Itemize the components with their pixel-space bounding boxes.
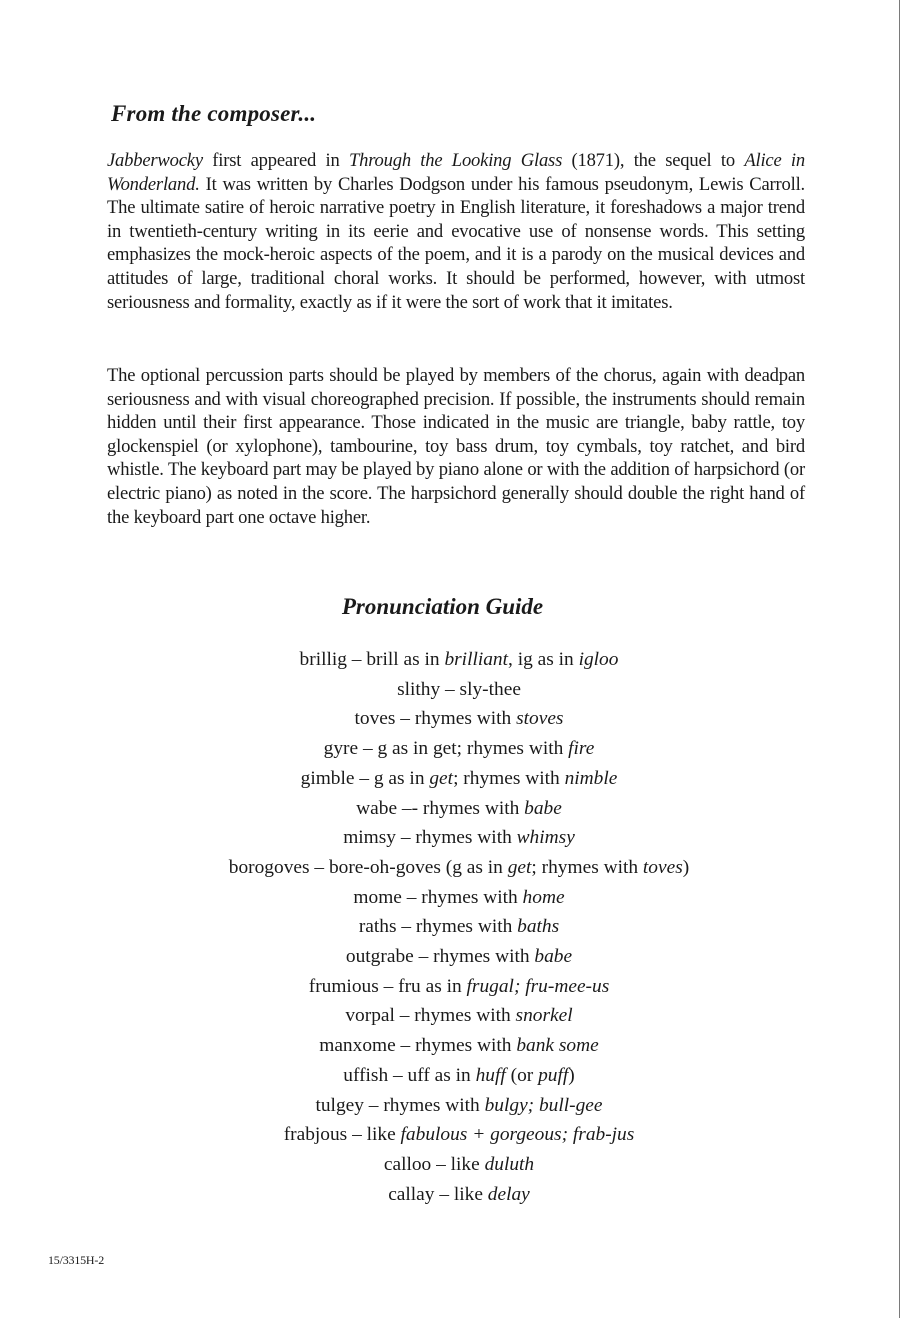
pronunciation-entry [0,1061,900,1091]
pronunciation-entry [0,1180,900,1210]
italic-text: nimble [564,767,618,789]
italic-text: stoves [516,708,564,730]
text-run: ; rhymes with [531,856,643,878]
italic-text: get [429,767,454,789]
text-run: , ig as in [508,649,579,670]
text-run: mimsy – rhymes with [343,827,517,849]
pronunciation-entry [0,794,900,824]
italic-text: brilliant [444,649,509,670]
text-run: vorpal – rhymes with [345,1005,516,1027]
text-run: uffish – uff as in [343,1064,476,1086]
italic-text: whimsy [516,827,575,849]
pronunciation-entry [0,883,900,913]
text-run: manxome – rhymes with [319,1035,517,1057]
pronunciation-entry [0,764,900,794]
text-run: frabjous – like [283,1124,401,1146]
pronunciation-list [0,645,900,1209]
pronunciation-entry [0,645,900,675]
italic-text: fabulous + gorgeous; frab-jus [400,1124,635,1146]
text-run: frumious – fru as in [308,975,467,997]
italic-text: puff [538,1064,569,1086]
pronunciation-entry [0,1001,900,1031]
pronunciation-entry [0,942,900,972]
text-run: callay – like [388,1183,488,1205]
italic-text: babe [534,946,573,968]
percussion-paragraph: The optional percussion parts should be played by members of the chorus, again with deadpan seriousness and with visual choreographed precision. If possible, the instruments should remain hidden until their first appearance. Those indicated in the music are triangle, baby rattle, toy glockenspiel (or xylophone), tambourine, toy bass drum, toy cymbals, toy ratchet, and bird whistle. The keyboard part may be played by piano alone or with the addition of harpsichord (or electric piano) as noted in the score. The harpsichord generally should double the right hand of the keyboard part one octave higher. [107,365,805,528]
text-run: (1871), the sequel to [562,150,745,171]
pronunciation-entry [0,1031,900,1061]
pronunciation-entry [0,1150,900,1180]
italic-text: Alice in Wonderland. [107,150,805,195]
pronunciation-entry [0,675,900,705]
page-code: 15/3315H-2 [48,1253,104,1267]
italic-text: baths [517,916,560,938]
text-run: brillig – brill as in [299,649,445,670]
text-run: raths – rhymes with [358,916,518,938]
italic-text: frugal; fru-mee-us [466,975,610,997]
pronunciation-entry [0,912,900,942]
pronunciation-entry [0,853,900,883]
pronunciation-entry [0,734,900,764]
text-run: mome – rhymes with [353,886,523,908]
pronunciation-entry [0,1091,900,1121]
text-run: gyre – g as in get; rhymes with [323,738,569,760]
italic-text: Jabberwocky [107,150,203,171]
text-run: ; rhymes with [453,767,565,789]
italic-text: bulgy; bull-gee [484,1094,603,1116]
pronunciation-entry [0,823,900,853]
text-run: first appeared in [202,150,349,171]
text-run: slithy – sly-thee [397,678,521,700]
pronunciation-entry [0,704,900,734]
italic-text: huff [475,1064,506,1086]
text-run: gimble – g as in [300,767,430,789]
pronunciation-heading: Pronunciation Guide [341,594,544,619]
text-run: (or [505,1064,539,1086]
text-run: wabe –- rhymes with [356,797,525,819]
composer-heading: From the composer... [111,101,317,126]
italic-text: Through the Looking Glass [348,150,563,171]
italic-text: get [507,856,532,878]
text-run: ) [682,856,690,878]
italic-text: duluth [484,1153,535,1175]
text-run: calloo – like [383,1153,485,1175]
text-run: toves – rhymes with [354,708,517,730]
italic-text: bank some [516,1035,599,1057]
text-run: borogoves – bore-oh-goves (g as in [228,856,508,878]
italic-text: snorkel [515,1005,573,1027]
text-run: outgrabe – rhymes with [345,946,535,968]
pronunciation-entry [0,972,900,1002]
italic-text: delay [487,1183,530,1205]
italic-text: babe [524,797,562,819]
pronunciation-entry [0,1120,900,1150]
italic-text: home [522,886,565,908]
text-run: ) [568,1064,575,1086]
italic-text: igloo [578,649,619,670]
intro-paragraph [107,149,805,314]
text-run: tulgey – rhymes with [315,1094,485,1116]
italic-text: fire [568,738,595,760]
text-run: It was written by Charles Dodgson under his famous pseudonym, Lewis Carroll. The ultimate satire of heroic narrative poetry in English literature, it foreshadows a major trend in twentieth-century writing in its eerie and evocative use of nonsense words. This setting emphasizes the mock-heroic aspects of the poem, and it is a parody on the musical devices and attitudes of large, traditional choral works. It should be performed, however, with utmost seriousness and formality, exactly as if it were the sort of work that it imitates. [107,173,805,313]
italic-text: toves [642,856,683,878]
